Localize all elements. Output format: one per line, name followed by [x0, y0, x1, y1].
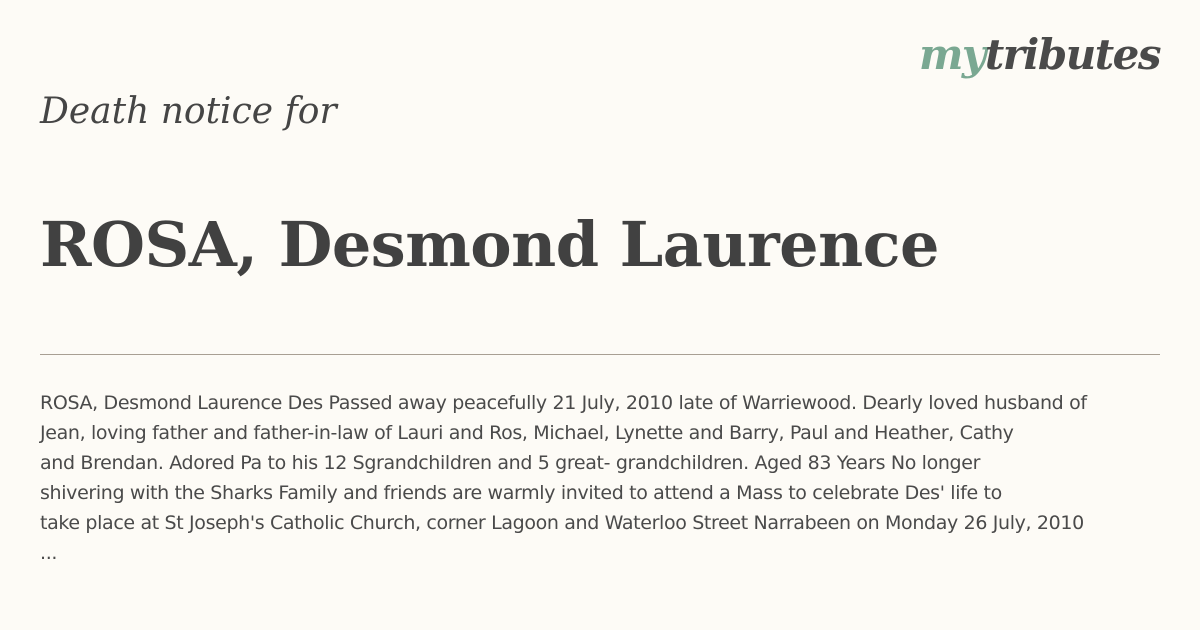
deceased-name: ROSA, Desmond Laurence [40, 208, 939, 281]
notice-line: Jean, loving father and father-in-law of Lauri and Ros, Michael, Lynette and Barry, Paul and Heather, Cathy [40, 422, 1014, 444]
notice-line: take place at St Joseph's Catholic Church, corner Lagoon and Waterloo Street Narrabeen on Monday 26 July, 2010 [40, 512, 1084, 534]
logo-prefix: my [918, 30, 985, 79]
logo-suffix: tributes [984, 30, 1160, 79]
notice-kicker: Death notice for [40, 91, 337, 132]
divider [40, 354, 1160, 355]
notice-line: ROSA, Desmond Laurence Des Passed away peacefully 21 July, 2010 late of Warriewood. Dearly loved husband of [40, 392, 1087, 414]
notice-line: shivering with the Sharks Family and friends are warmly invited to attend a Mass to celebrate Des' life to [40, 482, 1002, 504]
notice-ellipsis: ... [40, 542, 58, 564]
notice-line: and Brendan. Adored Pa to his 12 Sgrandchildren and 5 great- grandchildren. Aged 83 Years No longer [40, 452, 981, 474]
mytributes-logo[interactable] [918, 30, 1160, 79]
notice-text [40, 388, 1175, 568]
